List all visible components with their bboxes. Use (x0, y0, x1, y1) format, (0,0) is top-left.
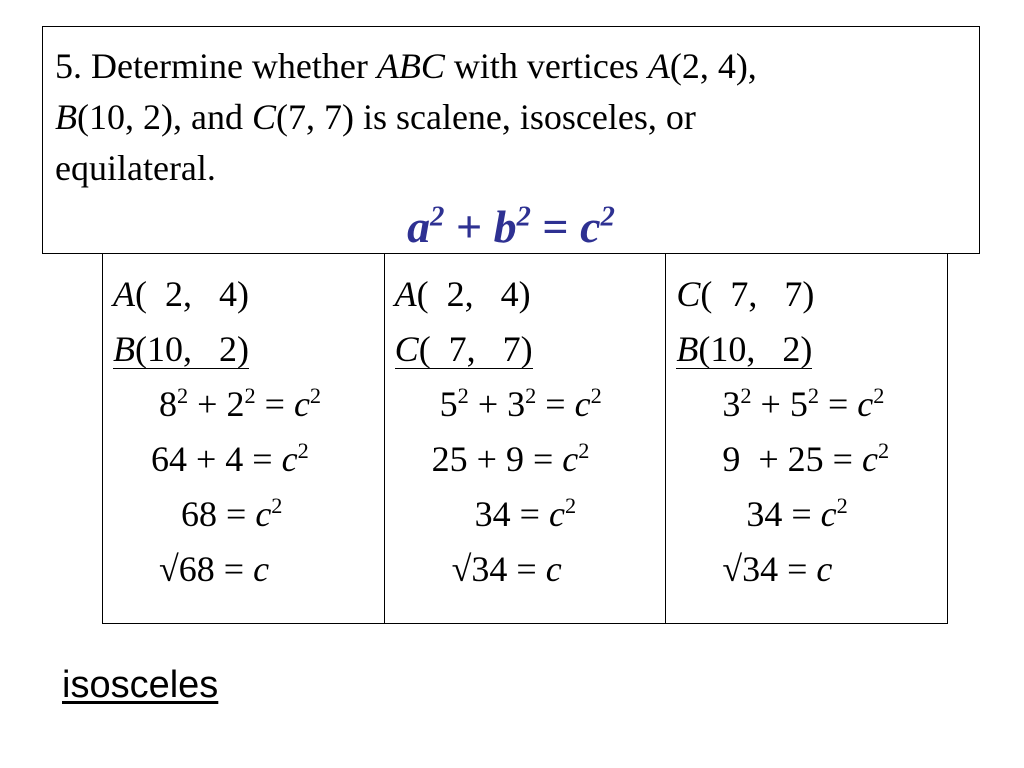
formula-a: a (407, 201, 431, 252)
vertex-c-coords: (7, 7) is scalene, isosceles, or (275, 97, 696, 137)
equation-root: √34 = c (451, 549, 562, 589)
problem-box (42, 26, 980, 254)
point-1: A( 2, 4) (113, 274, 249, 314)
problem-end-text: equilateral. (55, 148, 216, 188)
answer-isosceles: isosceles (62, 664, 219, 706)
problem-number: 5. (55, 46, 82, 86)
equation-root: √68 = c (159, 549, 270, 589)
vertex-c-label: C (251, 97, 276, 137)
equation-total: $68 = c^2$ (181, 493, 283, 534)
point-2: B(10, 2) (113, 329, 249, 369)
point-1: A( 2, 4) (394, 274, 531, 314)
equation-squares: $3^2 + 5^2 = c^2$ (722, 383, 885, 424)
equation-squares: $5^2 + 3^2 = c^2$ (439, 383, 602, 424)
formula-b: b (493, 201, 517, 252)
point-2: B(10, 2) (676, 329, 813, 369)
formula-exp: 2 (430, 201, 445, 233)
work-column-cb (665, 254, 947, 623)
equation-total: $34 = c^2$ (746, 493, 848, 534)
equation-total: $34 = c^2$ (474, 493, 577, 534)
equation-squares: $8^2 + 2^2 = c^2$ (159, 383, 322, 424)
distance-work-table (102, 254, 948, 624)
vertex-a-coords: (2, 4), (669, 46, 757, 86)
problem-intro-text: Determine whether (91, 46, 368, 86)
point-2: C( 7, 7) (394, 329, 533, 369)
vertex-b-coords: (10, 2), and (77, 97, 243, 137)
formula-exp: 2 (516, 201, 531, 233)
pythagorean-formula: $a^2 + b^2 = c^2$ (407, 201, 615, 252)
vertices-text: with vertices (453, 46, 639, 86)
vertex-b-label: B (55, 97, 77, 137)
equation-root: √34 = c (722, 549, 833, 589)
formula-c: c (580, 201, 601, 252)
equation-sum: $64 + 4 = c^2$ (151, 438, 309, 479)
equation-sum: $25 + 9 = c^2$ (431, 438, 590, 479)
problem-statement (55, 41, 965, 194)
formula-exp: 2 (600, 201, 615, 233)
vertex-a-label: A (647, 46, 670, 86)
work-column-ab (103, 254, 384, 623)
point-1: C( 7, 7) (676, 274, 815, 314)
triangle-name: ABC (376, 46, 445, 86)
equation-sum: $9 + 25 = c^2$ (722, 438, 890, 479)
work-column-ac (384, 254, 666, 623)
